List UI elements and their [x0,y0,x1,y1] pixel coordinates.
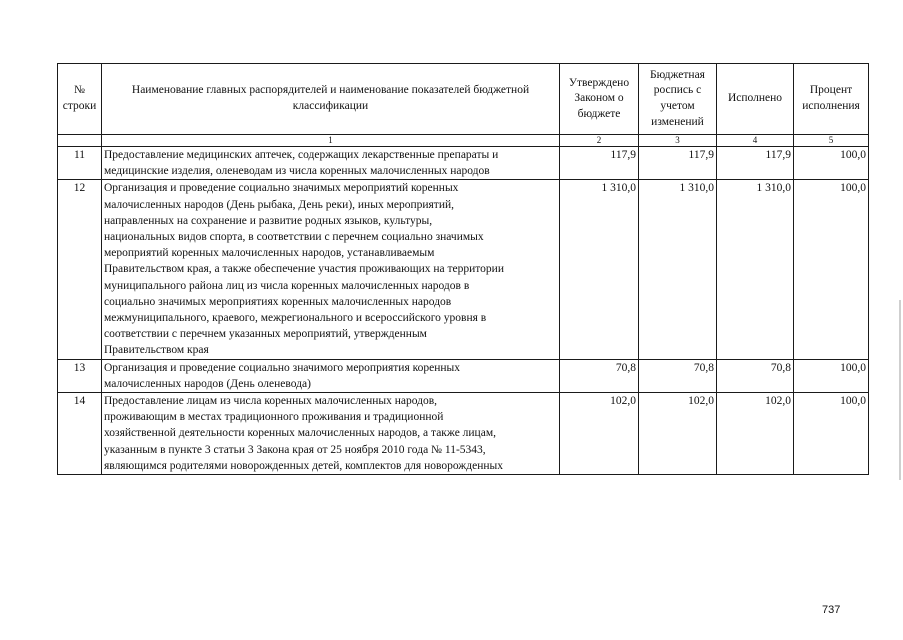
scan-edge-mark [899,300,901,480]
table-body [58,147,869,475]
description-line: соответствии с перечнем указанных мероприятий, утвержденным [104,328,427,341]
description-line: Организация и проведение социально значимого мероприятия коренных [104,361,461,374]
table-row [58,359,869,392]
description-line: Организация и проведение социально значимых мероприятий коренных [104,182,459,195]
header-percent: Процент исполнения [794,64,869,135]
description-line: направленных на сохранение и развитие родных языков, культуры, [104,214,433,227]
description-line: малочисленных народов (День оленевода) [104,377,311,390]
percent-value: 100,0 [794,359,869,392]
description-line: проживающим в местах традиционного проживания и традиционной [104,411,444,424]
table-row [58,393,869,475]
description-line: Предоставление медицинских аптечек, содержащих лекарственные препараты и [104,149,499,161]
budget-execution-table [57,63,869,475]
header-approved: Утверждено Законом о бюджете [560,64,639,135]
row-description [102,180,560,359]
budget-list-value: 102,0 [639,393,717,475]
description-line: Правительством края [104,344,209,357]
description-line: малочисленных народов (День рыбака, День реки), иных мероприятий, [104,198,455,211]
table-row [58,147,869,180]
budget-list-value: 117,9 [639,147,717,180]
page-number: 737 [822,604,841,616]
column-index-row [58,135,869,147]
header-name: Наименование главных распорядителей и наименование показателей бюджетной классификации [102,64,560,135]
approved-value: 70,8 [560,359,639,392]
index-cell: 1 [102,135,560,147]
header-row-number: № строки [58,64,102,135]
percent-value: 100,0 [794,147,869,180]
executed-value: 1 310,0 [717,180,794,359]
header-executed: Исполнено [717,64,794,135]
index-cell: 2 [560,135,639,147]
executed-value: 70,8 [717,359,794,392]
budget-list-value: 70,8 [639,359,717,392]
description-line: социально значимых мероприятиях коренных малочисленных народов [104,295,452,308]
header-row [58,64,869,135]
row-number: 13 [58,359,102,392]
budget-list-value: 1 310,0 [639,180,717,359]
row-description [102,393,560,475]
index-cell: 3 [639,135,717,147]
description-line: национальных видов спорта, в соответствии с перечнем социально значимых [104,231,484,244]
description-line: являющимся родителями новорожденных детей, комплектов для новорожденных [104,459,503,472]
description-line: Правительством края, а также обеспечение участия проживающих на территории [104,263,504,276]
row-number: 14 [58,393,102,475]
index-cell-blank [58,135,102,147]
row-description [102,147,560,180]
description-line: межмуниципального, краевого, межрегионального и всероссийского уровня в [104,312,487,325]
approved-value: 117,9 [560,147,639,180]
description-line: муниципального района лиц из числа коренных малочисленных народов в [104,279,470,292]
approved-value: 1 310,0 [560,180,639,359]
executed-value: 117,9 [717,147,794,180]
description-line: указанным в пункте 3 статьи 3 Закона края от 25 ноября 2010 года № 11-5343, [104,443,486,456]
description-line: мероприятий коренных малочисленных народов, устанавливаемым [104,247,435,260]
index-cell: 5 [794,135,869,147]
approved-value: 102,0 [560,393,639,475]
index-cell: 4 [717,135,794,147]
executed-value: 102,0 [717,393,794,475]
header-budget-list: Бюджетная роспись с учетом изменений [639,64,717,135]
description-line: хозяйственной деятельности коренных малочисленных народов, а также лицам, [104,427,496,440]
description-line: медицинские изделия, оленеводам из числа коренных малочисленных народов [104,165,490,178]
percent-value: 100,0 [794,180,869,359]
percent-value: 100,0 [794,393,869,475]
table-row [58,180,869,359]
description-line: Предоставление лицам из числа коренных малочисленных народов, [104,395,438,408]
row-number: 12 [58,180,102,359]
row-number: 11 [58,147,102,180]
row-description [102,359,560,392]
